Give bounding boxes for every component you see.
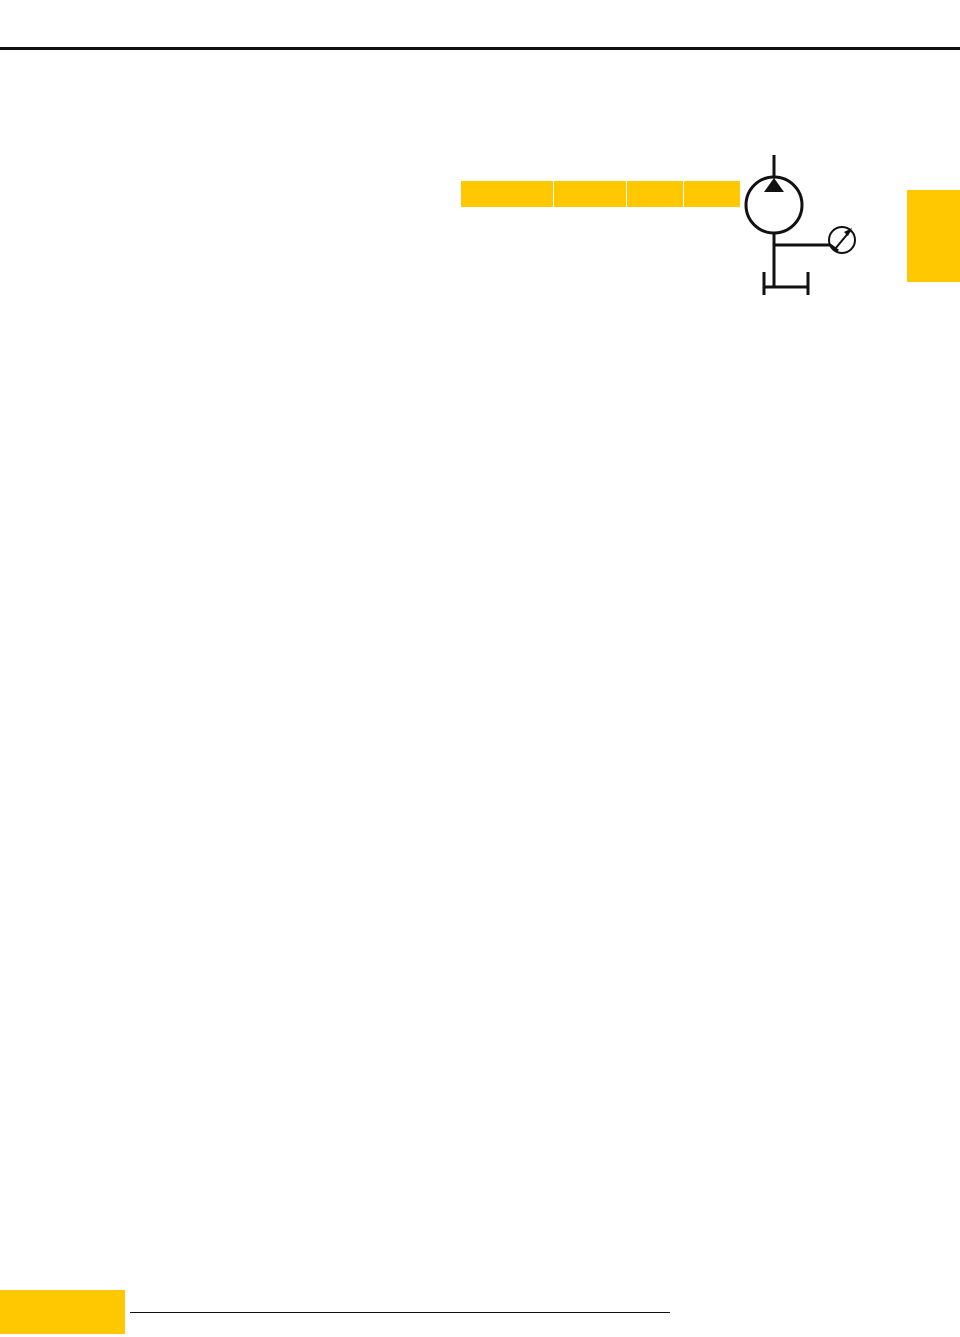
- table-header: [627, 181, 684, 208]
- header-rule: [0, 47, 960, 50]
- self-priming-speed-table: [460, 180, 741, 208]
- pump-symbol-diagram: [744, 155, 864, 305]
- body-text: [2, 134, 438, 140]
- charts-area: [0, 600, 960, 1020]
- parker-logo: [0, 1290, 125, 1334]
- table-header: [461, 181, 554, 208]
- table-header-row: [461, 181, 741, 208]
- table-header: [554, 181, 627, 208]
- table-header: [684, 181, 741, 208]
- footer-rule: [130, 1312, 670, 1313]
- chapter-tab: [907, 190, 960, 282]
